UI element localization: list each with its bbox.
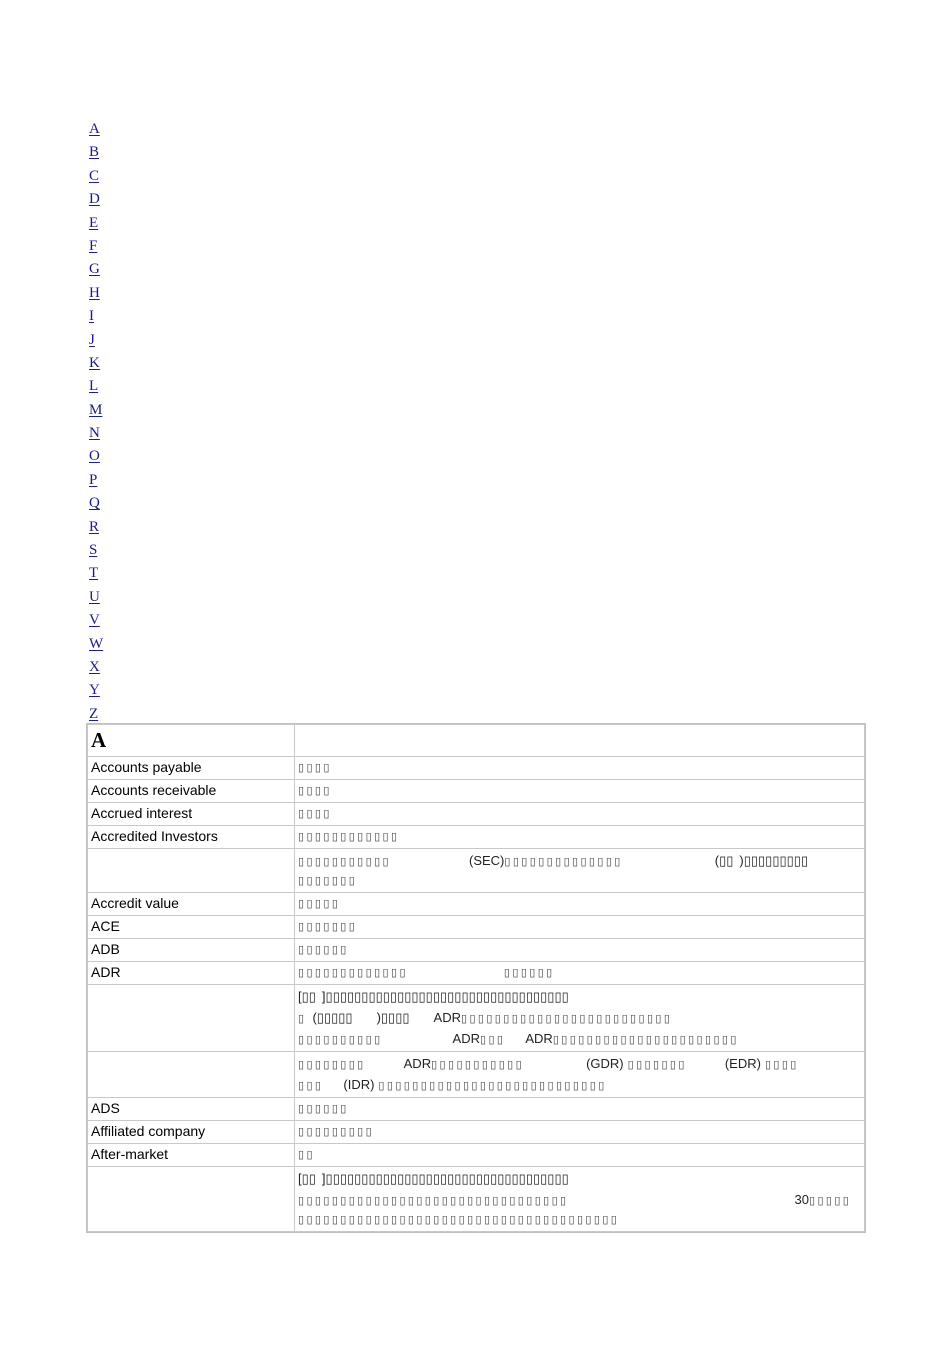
- def-text: ▯▯▯▯▯▯▯: [298, 875, 358, 887]
- table-row: [88, 826, 865, 849]
- term-cell: Accounts receivable: [88, 780, 295, 803]
- term-cell-empty: [88, 1052, 295, 1098]
- def-text: ]▯▯▯▯▯▯▯▯▯▯▯▯▯▯▯▯▯▯▯▯▯▯▯▯▯▯▯▯▯▯▯▯▯▯: [321, 989, 569, 1004]
- section-letter: A: [91, 728, 107, 752]
- definition-cell: ▯▯▯▯▯: [295, 893, 865, 916]
- def-text: ADR: [403, 1056, 432, 1071]
- def-text: (▯▯: [714, 853, 734, 868]
- table-row: [88, 916, 865, 939]
- definition-cell: [295, 1052, 865, 1098]
- def-text: ▯▯▯: [298, 1080, 324, 1092]
- def-text: )▯▯▯▯: [376, 1010, 410, 1025]
- table-row: [88, 893, 865, 916]
- table-row: [88, 939, 865, 962]
- alpha-link-i[interactable]: I: [89, 308, 94, 325]
- def-text: ADR: [433, 1010, 461, 1025]
- def-text: ▯▯▯▯▯▯▯▯▯▯▯: [431, 1059, 525, 1071]
- definition-cell: [295, 985, 865, 1052]
- def-text: (IDR): [343, 1077, 375, 1092]
- def-text: ▯▯▯▯▯▯: [503, 967, 555, 979]
- term-cell: Affiliated company: [88, 1121, 295, 1144]
- table-row-continuation: [88, 985, 865, 1052]
- def-text: [▯▯: [298, 1171, 316, 1186]
- term-cell: Accredited Investors: [88, 826, 295, 849]
- section-header-row: [88, 725, 865, 757]
- def-text: ▯▯▯▯▯▯▯▯: [298, 1059, 366, 1071]
- def-text: ▯▯▯▯: [764, 1059, 799, 1071]
- alpha-link-j[interactable]: J: [89, 331, 95, 348]
- table-row: [88, 1121, 865, 1144]
- alpha-link-r[interactable]: R: [89, 518, 100, 535]
- def-text: (SEC): [469, 853, 505, 868]
- glossary-table: [86, 723, 866, 1233]
- def-text: ▯▯▯▯▯▯▯▯▯▯: [298, 1034, 383, 1046]
- term-cell-empty: [88, 1167, 295, 1232]
- alpha-link-u[interactable]: U: [89, 588, 100, 605]
- term-cell-empty: [88, 985, 295, 1052]
- def-text: ▯▯▯▯▯▯▯▯▯▯▯: [298, 856, 391, 868]
- definition-cell: ▯▯▯▯▯▯: [295, 1098, 865, 1121]
- def-text: ▯▯▯▯▯▯▯: [627, 1059, 687, 1071]
- def-text: ▯▯▯▯▯▯▯▯▯▯▯▯▯▯▯▯▯▯▯▯▯▯▯▯▯▯▯: [378, 1080, 607, 1092]
- def-text: ]▯▯▯▯▯▯▯▯▯▯▯▯▯▯▯▯▯▯▯▯▯▯▯▯▯▯▯▯▯▯▯▯▯▯: [321, 1171, 569, 1186]
- def-text: ▯▯▯▯▯▯▯▯▯▯▯▯▯▯: [504, 856, 623, 868]
- definition-cell: ▯▯▯▯: [295, 803, 865, 826]
- alpha-link-v[interactable]: V: [89, 612, 100, 629]
- alpha-link-s[interactable]: S: [89, 542, 98, 559]
- alpha-link-q[interactable]: Q: [89, 495, 100, 512]
- alpha-link-k[interactable]: K: [89, 354, 100, 371]
- alpha-link-h[interactable]: H: [89, 284, 100, 301]
- def-text: ▯: [298, 1013, 307, 1025]
- alpha-link-l[interactable]: L: [89, 378, 99, 395]
- alpha-link-p[interactable]: P: [89, 471, 98, 488]
- def-text: (GDR): [586, 1056, 624, 1071]
- alpha-link-e[interactable]: E: [89, 214, 99, 231]
- definition-cell: ▯▯: [295, 1144, 865, 1167]
- term-cell: Accredit value: [88, 893, 295, 916]
- table-row: [88, 1144, 865, 1167]
- def-text: [▯▯: [298, 989, 316, 1004]
- alpha-link-d[interactable]: D: [89, 191, 100, 208]
- definition-cell: ▯▯▯▯▯▯▯: [295, 916, 865, 939]
- alpha-link-w[interactable]: W: [89, 635, 104, 652]
- term-cell: Accounts payable: [88, 757, 295, 780]
- table-row: [88, 1098, 865, 1121]
- table-row: [88, 780, 865, 803]
- def-text: ▯▯▯▯▯▯▯▯▯▯▯▯▯▯▯▯▯▯▯▯▯▯▯▯▯: [460, 1013, 673, 1025]
- def-text: ADR: [525, 1031, 553, 1046]
- alpha-link-z[interactable]: Z: [89, 705, 99, 722]
- term-cell: ADR: [88, 962, 295, 985]
- alpha-link-a[interactable]: A: [89, 121, 100, 137]
- alpha-link-f[interactable]: F: [89, 237, 98, 254]
- def-text: (▯▯▯▯▯: [312, 1010, 353, 1025]
- def-text: ▯▯▯▯▯▯▯▯▯▯▯▯▯▯▯▯▯▯▯▯▯▯▯▯▯▯▯▯▯▯▯▯: [298, 1195, 569, 1207]
- alpha-link-b[interactable]: B: [89, 144, 100, 161]
- table-row: [88, 757, 865, 780]
- alpha-link-n[interactable]: N: [89, 425, 100, 442]
- def-text: )▯▯▯▯▯▯▯▯▯: [739, 853, 809, 868]
- definition-cell: ▯▯▯▯: [295, 780, 865, 803]
- definition-cell: [295, 849, 865, 893]
- def-text: ▯▯▯▯▯▯▯▯▯▯▯▯▯▯▯▯▯▯▯▯▯▯▯▯▯▯▯▯▯▯▯▯▯▯▯▯▯▯: [298, 1214, 620, 1226]
- term-cell-empty: [88, 849, 295, 893]
- def-text: ▯▯▯: [480, 1034, 506, 1046]
- section-letter-cell: [88, 725, 295, 757]
- term-cell: ACE: [88, 916, 295, 939]
- alpha-link-c[interactable]: C: [89, 167, 100, 184]
- def-text: 30: [794, 1192, 809, 1207]
- def-text: ▯▯▯▯▯▯▯▯▯▯▯▯▯▯▯▯▯▯▯▯▯▯: [552, 1034, 739, 1046]
- term-cell: ADS: [88, 1098, 295, 1121]
- table-row-continuation: [88, 849, 865, 893]
- definition-cell: ▯▯▯▯: [295, 757, 865, 780]
- alpha-link-x[interactable]: X: [89, 658, 100, 675]
- alpha-link-y[interactable]: Y: [89, 682, 100, 699]
- def-text: ▯▯▯▯▯▯▯▯▯▯▯▯▯: [298, 967, 408, 979]
- alpha-link-m[interactable]: M: [89, 401, 103, 418]
- term-cell: Accrued interest: [88, 803, 295, 826]
- term-cell: ADB: [88, 939, 295, 962]
- alpha-link-o[interactable]: O: [89, 448, 100, 465]
- definition-cell: [295, 962, 865, 985]
- table-row-continuation: [88, 1052, 865, 1098]
- def-text: (EDR): [724, 1056, 761, 1071]
- definition-cell: ▯▯▯▯▯▯▯▯▯▯▯▯: [295, 826, 865, 849]
- alphabet-index: [89, 118, 109, 726]
- def-text: ▯▯▯▯▯: [808, 1195, 852, 1207]
- alpha-link-g[interactable]: G: [89, 261, 100, 278]
- definition-cell: ▯▯▯▯▯▯▯▯▯: [295, 1121, 865, 1144]
- section-empty-cell: [295, 725, 865, 757]
- table-row-continuation: [88, 1167, 865, 1232]
- term-cell: After-market: [88, 1144, 295, 1167]
- definition-cell: ▯▯▯▯▯▯: [295, 939, 865, 962]
- def-text: ADR: [452, 1031, 480, 1046]
- table-row: [88, 962, 865, 985]
- definition-cell: [295, 1167, 865, 1232]
- alpha-link-t[interactable]: T: [89, 565, 99, 582]
- table-row: [88, 803, 865, 826]
